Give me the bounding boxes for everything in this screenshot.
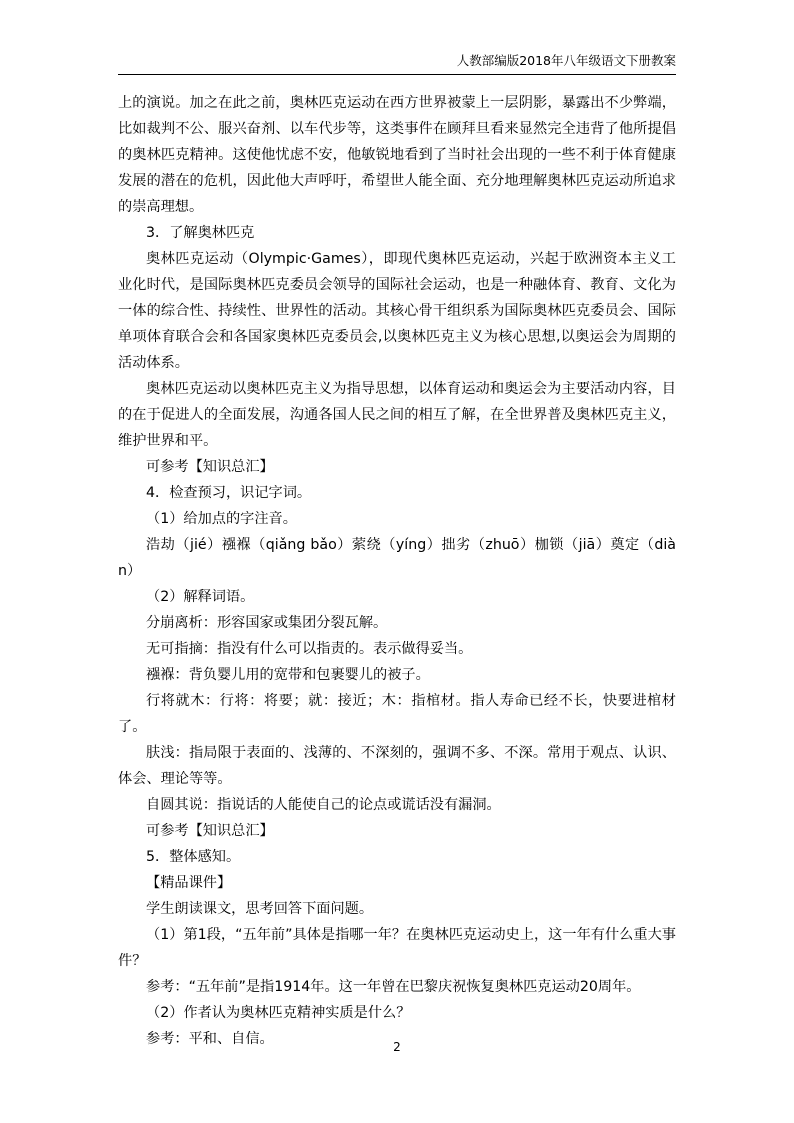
answer-2: 参考：平和、自信。 — [146, 1031, 274, 1047]
heading-check-preview: 4．检查预习，识记字词。 — [146, 485, 312, 501]
definition-wukezhizhai: 无可指摘：指没有什么可以指责的。表示做得妥当。 — [146, 641, 473, 657]
subheading-definitions: （2）解释词语。 — [146, 589, 255, 605]
document-body — [118, 90, 676, 1052]
page-number: 2 — [393, 1040, 401, 1054]
subheading-pinyin: （1）给加点的字注音。 — [146, 511, 297, 527]
reference-note: 可参考【知识总汇】 — [146, 459, 274, 475]
instruction-text: 学生朗读课文，思考回答下面问题。 — [146, 901, 374, 917]
definition-fuqian: 肤浅：指局限于表面的、浅薄的、不深刻的，强调不多、不深。常用于观点、认识、体会、理论等等。 — [118, 745, 676, 787]
paragraph-olympic-goal: 奥林匹克运动以奥林匹克主义为指导思想，以体育运动和奥运会为主要活动内容，目的在于促进人的全面发展，沟通各国人民之间的相互了解，在全世界普及奥林匹克主义，维护世界和平。 — [118, 381, 676, 449]
paragraph-olympic-movement: 奥林匹克运动（Olympic·Games），即现代奥林匹克运动，兴起于欧洲资本主义工业化时代，是国际奥林匹克委员会领导的国际社会运动，也是一种融体育、教育、文化为一体的综合性、持续性、世界性的活动。其核心骨干组织系为国际奥林匹克委员会、国际单项体育联合会和各国家奥林匹克委员会,以奥林匹克主义为核心思想,以奥运会为周期的活动体系。 — [118, 251, 676, 371]
reference-note: 可参考【知识总汇】 — [146, 823, 274, 839]
question-2: （2）作者认为奥林匹克精神实质是什么？ — [146, 1005, 411, 1021]
definition-fenbenglixi: 分崩离析：形容国家或集团分裂瓦解。 — [146, 615, 388, 631]
definition-xingjiangjiumu: 行将就木：行将：将要；就：接近；木：指棺材。指人寿命已经不长，快要进棺材了。 — [118, 693, 676, 735]
pinyin-list: 浩劫（jié）襁褓（qiǎng bǎo）萦绕（yíng）拙劣（zhuō）枷锁（jiā）奠定（diàn） — [118, 537, 676, 579]
heading-overall-perception: 5．整体感知。 — [146, 849, 241, 865]
definition-ziyuanqishuo: 自圆其说：指说话的人能使自己的论点或谎话没有漏洞。 — [146, 797, 501, 813]
page-header: 人教部编版2018年八年级语文下册教案 — [456, 53, 676, 68]
paragraph-continuation: 上的演说。加之在此之前，奥林匹克运动在西方世界被蒙上一层阴影，暴露出不少弊端，比如裁判不公、服兴奋剂、以车代步等，这类事件在顾拜旦看来显然完全违背了他所提倡的奥林匹克精神。这使他忧虑不安，他敏锐地看到了当时社会出现的一些不利于体育健康发展的潜在的危机，因此他大声呼吁，希望世人能全面、充分地理解奥林匹克运动所追求的崇高理想。 — [118, 95, 676, 215]
header-rule — [118, 74, 676, 75]
heading-understand-olympics: 3．了解奥林匹克 — [146, 225, 255, 241]
answer-1: 参考：“五年前”是指1914年。这一年曾在巴黎庆祝恢复奥林匹克运动20周年。 — [146, 979, 641, 995]
question-1: （1）第1段，“五年前”具体是指哪一年？在奥林匹克运动史上，这一年有什么重大事件？ — [118, 927, 676, 969]
courseware-label: 【精品课件】 — [146, 875, 232, 891]
definition-qiangbao: 襁褓：背负婴儿用的宽带和包裹婴儿的被子。 — [146, 667, 430, 683]
